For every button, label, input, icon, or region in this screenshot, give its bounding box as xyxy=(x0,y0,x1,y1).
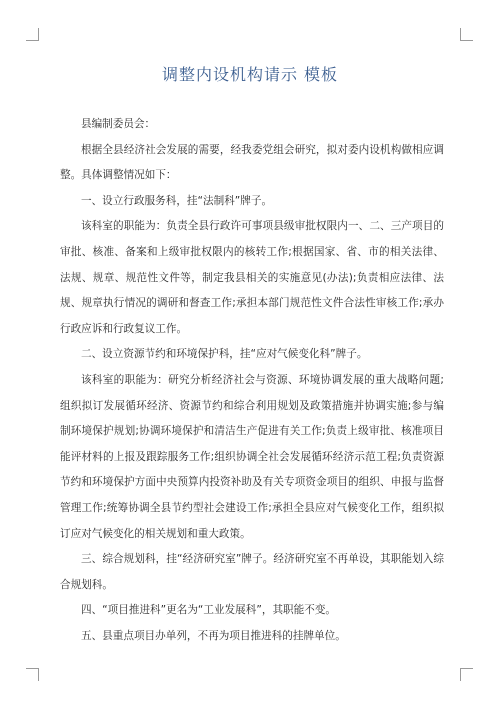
salutation: 县编制委员会： xyxy=(81,118,156,130)
item-3: 三、综合规划科，挂“经济研究室”牌子。经济研究室不再单设，其职能划入综合规划科。 xyxy=(60,553,444,591)
crop-mark-bottom-right xyxy=(460,668,473,681)
crop-mark-bottom-left xyxy=(26,668,39,681)
crop-mark-top-right xyxy=(460,28,473,41)
item-4: 四、“项目推进科”更名为“工业发展科”，其职能不变。 xyxy=(81,604,337,617)
item-2-duties: 该科室的职能为：研究分析经济社会与资源、环境协调发展的重大战略问题;组织拟订发展循环经济、资源节约和综合利用规划及政策措施并协调实施;参与编制环境保护规划;协调环境保护和清洁生产促进有关工作;负责上级审批、核准项目能评材料的上报及跟踪服务工作;组织协调全社会发展循环经济示范工程;负责资源节约和环境保护方面中央预算内投资补助及有关专项资金项目的组织、申报与监督管理工作;统筹协调全县节约型社会建设工作;承担全县应对气候变化工作，组织拟订应对气候变化的相关规划和重大政策。 xyxy=(60,373,444,540)
item-1-heading: 一、设立行政服务科，挂“法制科”牌子。 xyxy=(81,194,273,207)
item-1-duties: 该科室的职能为：负责全县行政许可事项县级审批权限内一、二、三产项目的审批、核准、备案和上级审批权限内的核转工作;根据国家、省、市的相关法律、法规、规章、规范性文件等，制定我县相关的实施意见(办法);负责相应法律、法规、规章执行情况的调研和督查工作;承担本部门规范性文件合法性审核工作;承办行政应诉和行政复议工作。 xyxy=(60,220,444,335)
item-2-heading: 二、设立资源节约和环境保护科，挂“应对气候变化科”牌子。 xyxy=(81,348,368,361)
item-5: 五、县重点项目办单列，不再为项目推进科的挂牌单位。 xyxy=(81,629,346,642)
document-body xyxy=(60,112,444,649)
intro-paragraph: 根据全县经济社会发展的需要，经我委党组会研究，拟对委内设机构做相应调整。具体调整情况如下： xyxy=(60,143,444,182)
crop-mark-top-left xyxy=(26,28,39,41)
document-title: 调整内设机构请示 模板 xyxy=(161,65,339,84)
